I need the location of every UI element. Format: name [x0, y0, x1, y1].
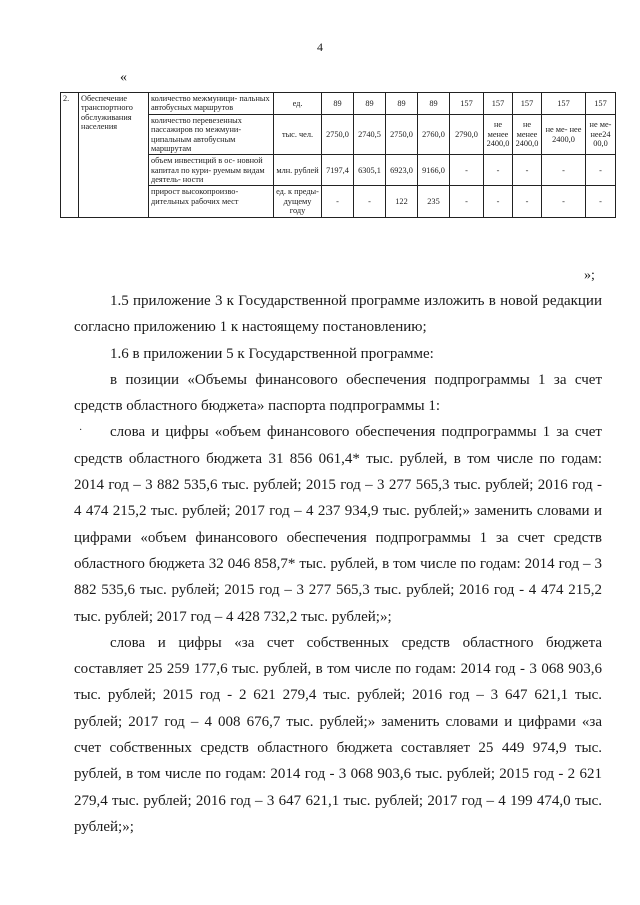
row-number: 2. — [61, 93, 79, 218]
value-cell: - — [450, 155, 484, 186]
value-cell: 157 — [586, 93, 616, 115]
unit-cell: тыс. чел. — [274, 114, 322, 155]
value-cell: - — [513, 186, 542, 217]
value-cell: 157 — [542, 93, 586, 115]
unit-cell: млн. рублей — [274, 155, 322, 186]
value-cell: 9166,0 — [418, 155, 450, 186]
paragraph: 1.5 приложение 3 к Государственной программе изложить в новой редакции согласно приложению 1 к настоящему постановлению; — [74, 293, 602, 336]
unit-cell: ед. к преды- дущему году — [274, 186, 322, 217]
paragraph: в позиции «Объемы финансового обеспечения подпрограммы 1 за счет средств областного бюджета» паспорта подпрограммы 1: — [74, 371, 602, 415]
value-cell: 89 — [354, 93, 386, 115]
value-cell: 157 — [513, 93, 542, 115]
indicator-cell: количество перевезенных пассажиров по межмуни- ципальным автобусным маршрутам — [149, 114, 274, 155]
value-cell: - — [484, 186, 513, 217]
value-cell: - — [586, 186, 616, 217]
value-cell: - — [586, 155, 616, 186]
unit-cell: ед. — [274, 93, 322, 115]
row-title: Обеспечение транспортного обслуживания населения — [79, 93, 149, 218]
indicators-table — [60, 92, 616, 218]
value-cell: 2760,0 — [418, 114, 450, 155]
value-cell: - — [484, 155, 513, 186]
value-cell: 235 — [418, 186, 450, 217]
value-cell: - — [542, 155, 586, 186]
value-cell: не ме- нее 2400,0 — [542, 114, 586, 155]
paragraph: 1.6 в приложении 5 к Государственной программе: — [110, 345, 434, 362]
value-cell: - — [450, 186, 484, 217]
value-cell: 7197,4 — [322, 155, 354, 186]
body-text — [74, 282, 602, 840]
closing-quote-mark: »; — [584, 268, 595, 283]
value-cell: 157 — [450, 93, 484, 115]
value-cell: 6923,0 — [386, 155, 418, 186]
value-cell: 2750,0 — [386, 114, 418, 155]
value-cell: 2740,5 — [354, 114, 386, 155]
value-cell: не менее 2400,0 — [513, 114, 542, 155]
paragraph: слова и цифры «объем финансового обеспечения подпрограммы 1 за счет средств областного бюджета 31 856 061,4* тыс. рублей, в том числе по годам: 2014 год – 3 882 535,6 тыс. рублей; 2015 год – 3 277 565,3 тыс. рублей; 2016 год - 4 474 215,2 тыс. рублей; 2017 год – 4 237 934,9 тыс. рублей;» заменить словами и цифрами «объем финансового обеспечения подпрограммы 1 за счет средств областного бюджета 32 046 858,7* тыс. рублей, в том числе по годам: 2014 год – 3 882 535,6 тыс. рублей; 2015 год – 3 277 565,3 тыс. рублей; 2016 год - 4 474 215,2 тыс. рублей; 2017 год – 4 428 732,2 тыс. рублей;»; — [74, 424, 602, 625]
value-cell: - — [354, 186, 386, 217]
value-cell: - — [322, 186, 354, 217]
value-cell: 157 — [484, 93, 513, 115]
value-cell: - — [513, 155, 542, 186]
value-cell: 6305,1 — [354, 155, 386, 186]
value-cell: 2790,0 — [450, 114, 484, 155]
margin-dot: · — [79, 425, 83, 436]
opening-quote-mark: « — [120, 70, 127, 85]
value-cell: не менее 2400,0 — [484, 114, 513, 155]
value-cell: 89 — [418, 93, 450, 115]
value-cell: 2750,0 — [322, 114, 354, 155]
indicator-cell: количество межмуници- пальных автобусных маршрутов — [149, 93, 274, 115]
value-cell: 89 — [386, 93, 418, 115]
paragraph: слова и цифры «за счет собственных средств областного бюджета составляет 25 259 177,6 тыс. рублей, в том числе по годам: 2014 год - 3 068 903,6 тыс. рублей; 2015 год - 2 621 279,4 тыс. рублей; 2016 год – 3 647 621,1 тыс. рублей; 2017 год – 4 008 676,7 тыс. рублей;» заменить словами и цифрами «за счет собственных средств областного бюджета составляет 25 449 974,9 тыс. рублей, в том числе по годам: 2014 год - 3 068 903,6 тыс. рублей; 2015 год - 2 621 279,4 тыс. рублей; 2016 год – 3 647 621,1 тыс. рублей; 2017 год – 4 199 474,0 тыс. рублей;»; — [74, 634, 602, 835]
indicator-cell: прирост высокопроизво- дительных рабочих мест — [149, 186, 274, 217]
table-row — [61, 93, 616, 115]
page-number: 4 — [317, 40, 323, 54]
value-cell: 122 — [386, 186, 418, 217]
indicator-cell: объем инвестиций в ос- новной капитал по кури- руемым видам деятель- ности — [149, 155, 274, 186]
value-cell: не ме- нее24 00,0 — [586, 114, 616, 155]
value-cell: - — [542, 186, 586, 217]
value-cell: 89 — [322, 93, 354, 115]
